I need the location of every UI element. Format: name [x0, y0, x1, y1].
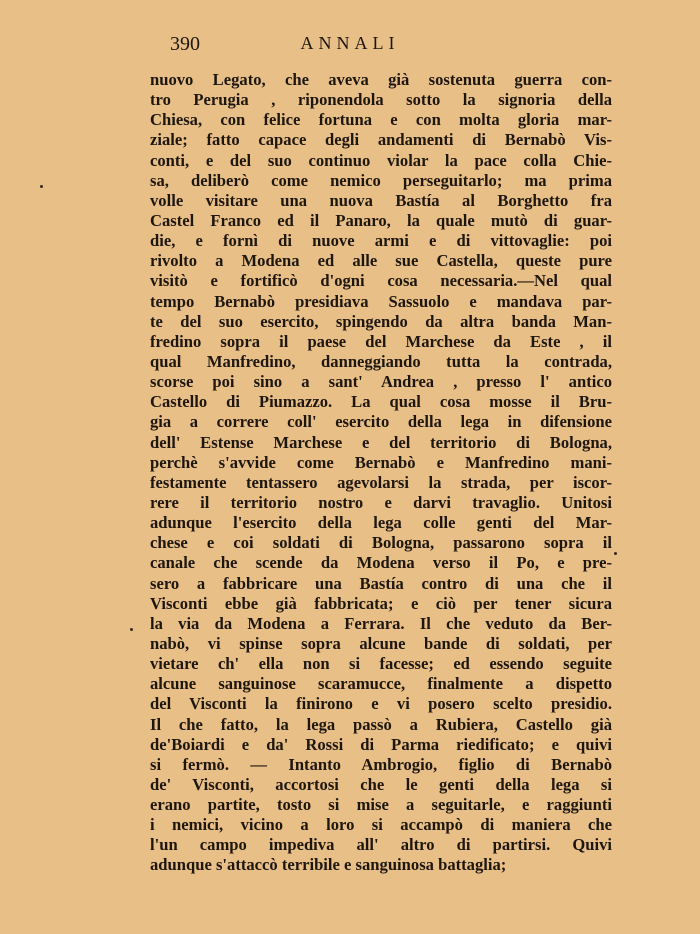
- text-line: l'un campo impediva all' altro di partirsi. Quivi: [150, 835, 612, 855]
- text-line: sero a fabbricare una Bastía contro di una che il: [150, 573, 612, 593]
- text-line: Chiesa, con felice fortuna e con molta gloria mar-: [150, 110, 612, 130]
- page-header: [0, 33, 700, 59]
- text-line: Visconti ebbe già fabbricata; e ciò per tener sicura: [150, 593, 612, 613]
- text-line: Il che fatto, la lega passò a Rubiera, Castello già: [150, 714, 612, 734]
- running-head: ANNALI: [300, 33, 400, 53]
- text-line: la via da Modena a Ferrara. Il che veduto da Ber-: [150, 613, 612, 633]
- text-line: adunque s'attaccò terribile e sanguinosa battaglia;: [150, 855, 507, 875]
- text-line: i nemici, vicino a loro si accampò di maniera che: [150, 815, 612, 835]
- paper-speck: [40, 185, 43, 188]
- text-line: Castello di Piumazzo. La qual cosa mosse il Bru-: [150, 392, 612, 412]
- text-line: ziale; fatto capace degli andamenti di Bernabò Vis-: [150, 130, 612, 150]
- text-line: fredino sopra il paese del Marchese da Este , il: [150, 331, 612, 351]
- text-line: visitò e fortificò d'ogni cosa necessaria.—Nel qual: [150, 271, 612, 291]
- text-line: nabò, vi spinse sopra alcune bande di soldati, per: [150, 633, 612, 653]
- text-line: gia a correre coll' esercito della lega in difensione: [150, 412, 612, 432]
- text-line: festamente tentassero agevolarsi la strada, per iscor-: [150, 472, 612, 492]
- text-line: adunque l'esercito della lega colle genti del Mar-: [150, 513, 612, 533]
- page-number: 390: [170, 33, 200, 55]
- text-line: canale che scende da Modena verso il Po, e pre-: [150, 553, 612, 573]
- text-line: si fermò. — Intanto Ambrogio, figlio di Bernabò: [150, 754, 612, 774]
- text-line: vietare ch' ella non si facesse; ed essendo seguite: [150, 654, 612, 674]
- text-line: rivolto a Modena ed alle sue Castella, queste pure: [150, 251, 612, 271]
- text-line: perchè s'avvide come Bernabò e Manfredino mani-: [150, 452, 612, 472]
- text-line: Castel Franco ed il Panaro, la quale mutò di guar-: [150, 210, 612, 230]
- text-line: qual Manfredino, danneggiando tutta la contrada,: [150, 351, 612, 371]
- text-line: dell' Estense Marchese e del territorio di Bologna,: [150, 432, 612, 452]
- text-line: die, e fornì di nuove armi e di vittovaglie: poi: [150, 231, 612, 251]
- text-line: sa, deliberò come nemico perseguitarlo; ma prima: [150, 170, 612, 190]
- text-line: del Visconti la finirono e vi posero scelto presidio.: [150, 694, 612, 714]
- paper-speck: [614, 552, 617, 555]
- body-text: [150, 70, 612, 876]
- text-line: rere il territorio nostro e darvi travaglio. Unitosi: [150, 492, 612, 512]
- text-line: tro Perugia , riponendola sotto la signoria della: [150, 90, 612, 110]
- text-line: nuovo Legato, che aveva già sostenuta guerra con-: [150, 70, 612, 89]
- text-line: scorse poi sino a sant' Andrea , presso l' antico: [150, 372, 612, 392]
- text-line: tempo Bernabò presidiava Sassuolo e mandava par-: [150, 291, 612, 311]
- text-line: de'Boiardi e da' Rossi di Parma riedificato; e quivi: [150, 734, 612, 754]
- paper-speck: [130, 628, 133, 631]
- text-line: te del suo esercito, spingendo da altra banda Man-: [150, 311, 612, 331]
- text-line: de' Visconti, accortosi che le genti della lega si: [150, 774, 612, 794]
- text-line: alcune sanguinose scaramucce, finalmente a dispetto: [150, 674, 612, 694]
- text-line: chese e coi soldati di Bologna, passarono sopra il: [150, 533, 612, 553]
- text-line: erano partite, tosto si mise a seguitarle, e raggiunti: [150, 795, 612, 815]
- text-line: volle visitare una nuova Bastía al Borghetto fra: [150, 190, 612, 210]
- text-line: conti, e del suo continuo violar la pace colla Chie-: [150, 150, 612, 170]
